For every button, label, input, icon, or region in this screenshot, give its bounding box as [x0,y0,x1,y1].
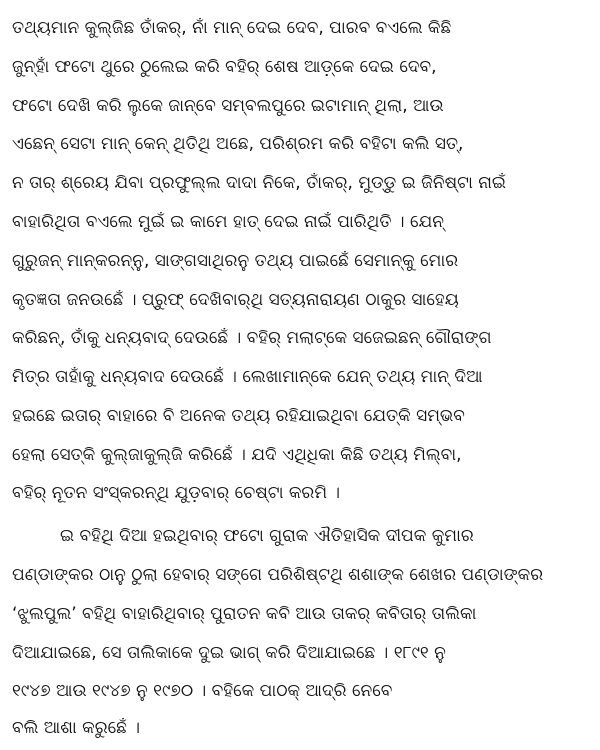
text-line: କରିଛନ୍, ତାଁକୁ ଧନ୍ୟବାଦ୍ ଦେଉଛେଁ । ବହିର୍ ମଲାଟ୍‌କେ ସଜେଇଛନ୍ ଗୌରାଙ୍ଗ [12,328,492,348]
text-line: ମିତ୍ର ତାହାଁକୁ ଧନ୍ୟବାଦ ଦେଉଛେଁ । ଲେଖାମାନ୍‌କେ ଯେନ୍ ତଥ୍ୟ ମାନ୍ ଦିଆ [12,367,483,387]
text-line: ବାହାରିଥିତା ବଏଲେ ମୁଇଁ ଇ କାମେ ହାତ୍ ଦେଇ ନାଇଁ ପାରିଥିତି । ଯେନ୍ [12,212,444,232]
text-line: ଏଛେନ୍ ସେଟା ମାନ୍ କେନ୍ ଥିତିଥି ଅଛେ, ପରିଶ୍ରମ କରି ବହିଟା କଲି ସତ୍, [12,134,464,154]
text-line: ନ ତାର୍ ଶ୍ରେୟ ଯିବା ପ୍ରଫୁଲ୍ଲ ଦାଦା ନିକେ, ତାଁକର୍, ମୁଡ୍ଡୁ ଇ ଜିନିଷ୍‌ଟା ନାଇଁ [12,173,507,193]
text-line: ଦିଆଯାଇଛେ, ସେ ତାଲିକାକେ ଦୁଇ ଭାଗ୍ କରି ଦିଆଯାଇଛେ । ୧୮୯୧ ନୁ [12,643,446,663]
text-line: ହଇଛେ ଇତାର୍ ବାହାରେ ବି ଅନେକ ତଥ୍ୟ ରହିଯାଇଥିବା ଯେତ୍‌କି ସମ୍ଭବ [12,406,465,426]
text-line: ତଥ୍ୟମାନ କୁଲ୍‌ଜିଛ ତାଁକର୍, ନାଁ ମାନ୍ ଦେଇ ଦେବ, ପାରବ ବଏଲେ କିଛି [12,18,452,38]
text-line: କୃତଜ୍ଞତା ଜନଉଛେଁ । ପ୍ରୁଫ୍ ଦେଖିବାର୍‌ଥି ସତ୍ୟନାରାୟଣ ଠାକୁର ସାହେୟ [12,290,459,310]
text-line: ହେଲା ସେତ୍‌କି କୁଲ୍‌ଜାକୁଲ୍‌ଜି କରିଛେଁ । ଯଦି ଏଥିଧିକା କିଛି ତଥ୍ୟ ମିଲ୍‌ବା, [12,445,462,465]
text-line: ଜୁନ୍‌ହାଁ ଫଟୋ ଥୁରେ ଠୁଲେଇ କରି ବହିର୍ ଶେଷ ଆଡ଼୍‌କେ ଦେଇ ଦେବ, [12,57,437,77]
text-line: ବହିର୍ ନୂତନ ସଂସ୍କରନ୍‌ଥି ଯୁଡ଼ବାର୍ ଚେଷ୍ଟା କରମି । [12,483,341,503]
text-line: ‘ଝୁଲପୁଲ’ ବହିଥି ବାହାରିଥିବାର୍ ପୁରାତନ କବି ଆଉ ତାକର୍ କବିତାର୍ ତାଲିକା [12,604,477,624]
text-line: ଫଟୋ ଦେଖି କରି ଲୁକେ ଜାନ୍‌ବେ ସମ୍ବଲପୁରେ ଇଟାମାନ୍ ଥିଲା, ଆଉ [12,96,444,116]
text-line: ପଣ୍ଡାଙ୍କର ଠାନୁ ଠୁଲା ହେବାର୍ ସଙ୍ଗେ ପରିଶିଷ୍ଟଥି ଶଶାଙ୍କ ଶେଖର ପଣ୍ଡାଙ୍କର [12,565,544,585]
text-line: ୧୯୪୭ ଆଉ ୧୯୪୭ ନୁ ୧୯୭୦ । ବହିକେ ପାଠକ୍ ଆଦ୍‌ରି ନେବେ [12,681,393,701]
text-line: ଇ ବହିଥି ଦିଆ ହଇଥିବାର୍ ଫଟୋ ଗୁରାକ ଐତିହାସିକ ଦୀପକ କୁମାର [60,526,474,546]
text-line: ବଲି ଆଶା କରୁଛେଁ । [12,718,140,738]
text-line: ଗୁରୁଜନ୍ ମାନ୍‌କରନ୍ନୁ, ସାଙ୍ଗସାଥିରନୁ ତଥ୍ୟ ପାଇଛେଁ ସେମାନ୍‌କୁ ମୋର [12,251,459,271]
